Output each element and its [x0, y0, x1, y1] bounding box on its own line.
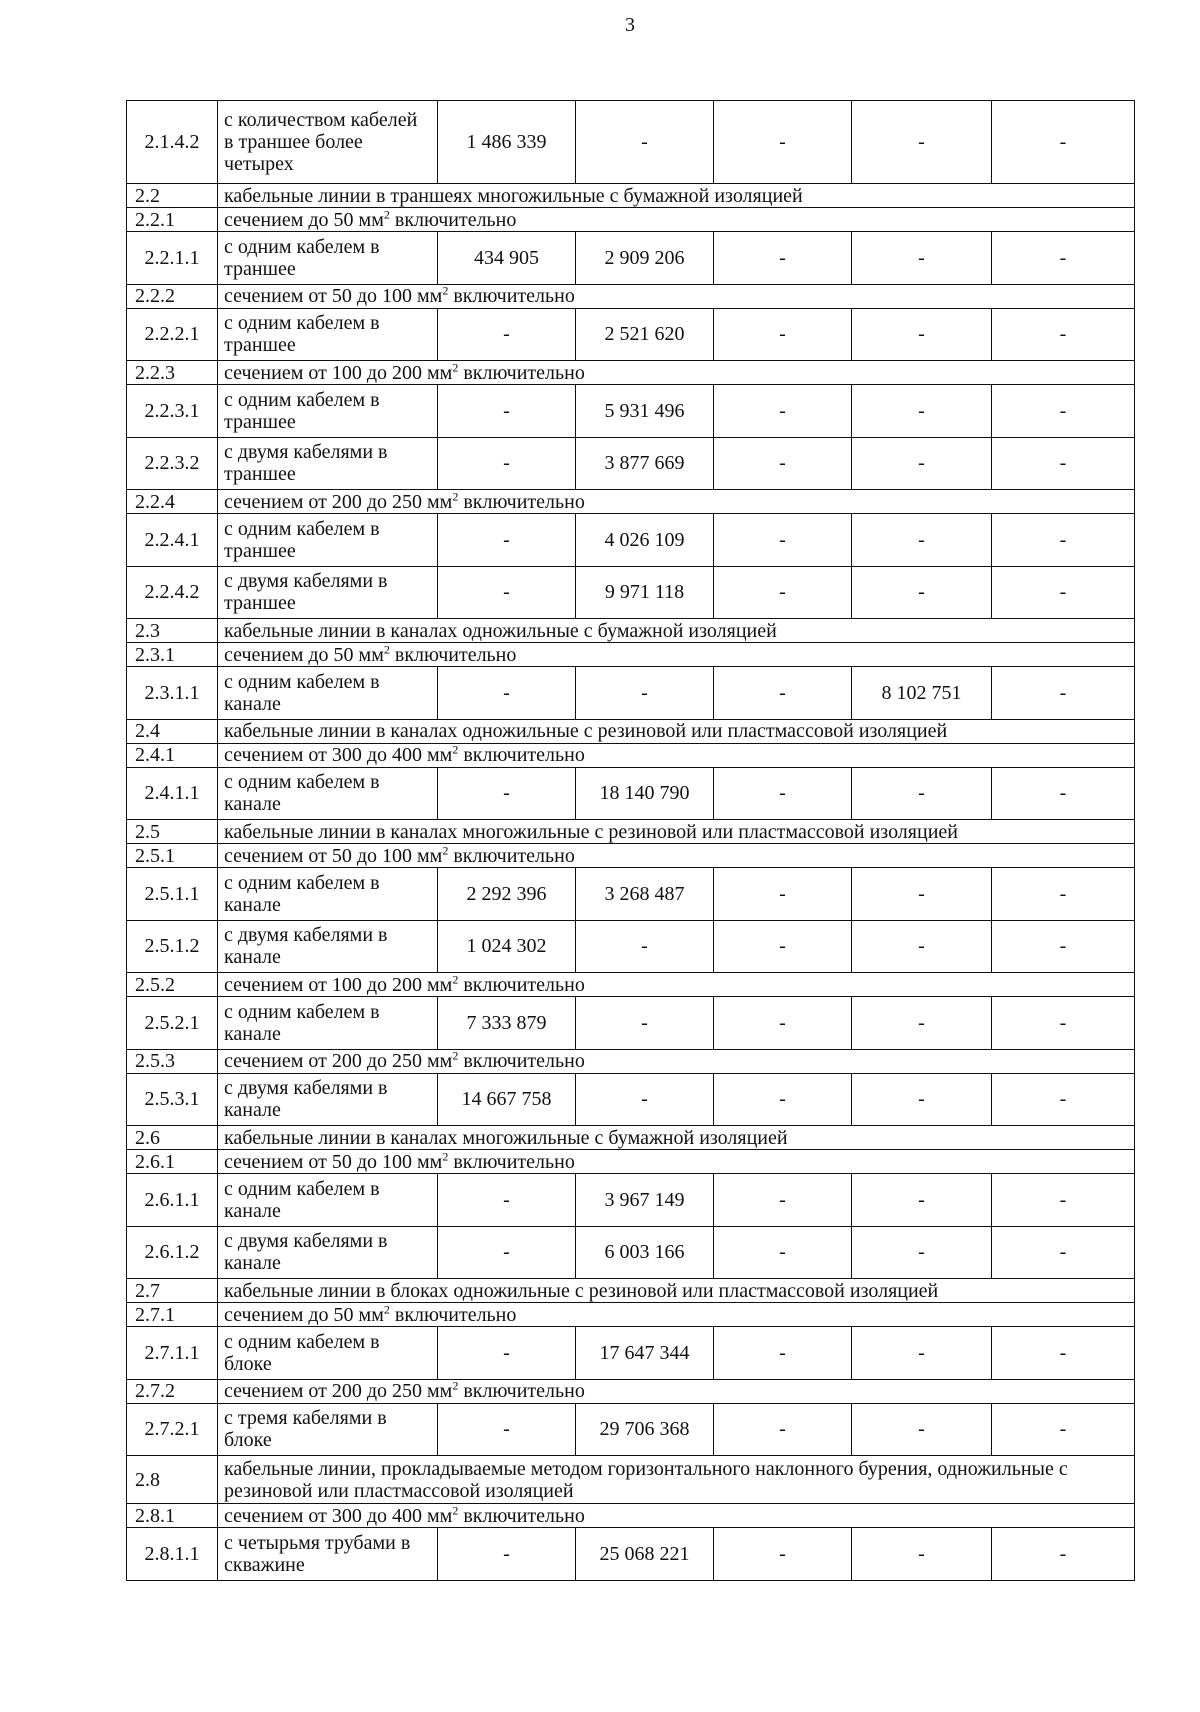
section-title: кабельные линии в каналах одножильные с резиновой или пластмассовой изоляцией: [218, 719, 1135, 743]
page-number: 3: [625, 14, 635, 36]
value-cell: 2 292 396: [438, 868, 576, 921]
row-name: с двумя кабелями в канале: [218, 920, 438, 973]
value-cell: -: [852, 767, 992, 820]
table-row: [127, 1403, 1135, 1456]
value-cell: -: [992, 514, 1135, 567]
value-cell: -: [992, 385, 1135, 438]
table-row: [127, 101, 1135, 184]
section-row: [127, 1379, 1135, 1403]
section-row: [127, 1303, 1135, 1327]
table-row: [127, 514, 1135, 567]
section-title: сечением от 300 до 400 $мм^2$ включительно: [218, 743, 1135, 767]
row-code: 2.2.3.1: [127, 385, 218, 438]
row-name: с двумя кабелями в канале: [218, 1226, 438, 1279]
row-name: с одним кабелем в канале: [218, 667, 438, 720]
value-cell: 18 140 790: [576, 767, 714, 820]
value-cell: -: [438, 1226, 576, 1279]
table-row: [127, 437, 1135, 490]
value-cell: -: [852, 868, 992, 921]
section-row: [127, 619, 1135, 643]
row-name: с двумя кабелями в траншее: [218, 566, 438, 619]
value-cell: -: [714, 920, 852, 973]
value-cell: -: [714, 667, 852, 720]
value-cell: -: [714, 385, 852, 438]
section-row: [127, 1049, 1135, 1073]
section-title: сечением до 50 $мм^2$ включительно: [218, 208, 1135, 232]
table-row: [127, 1226, 1135, 1279]
table-row: [127, 667, 1135, 720]
value-cell: -: [438, 385, 576, 438]
value-cell: 1 486 339: [438, 101, 576, 184]
section-title: сечением от 50 до 100 $мм^2$ включительно: [218, 284, 1135, 308]
row-code: 2.2.4.1: [127, 514, 218, 567]
value-cell: 7 333 879: [438, 997, 576, 1050]
value-cell: 3 268 487: [576, 868, 714, 921]
section-code: 2.4.1: [127, 743, 218, 767]
table-row: [127, 920, 1135, 973]
section-row: [127, 184, 1135, 208]
section-code: 2.2.1: [127, 208, 218, 232]
value-cell: -: [992, 1403, 1135, 1456]
section-code: 2.7: [127, 1279, 218, 1303]
value-cell: -: [576, 1073, 714, 1126]
value-cell: 17 647 344: [576, 1327, 714, 1380]
row-code: 2.6.1.1: [127, 1174, 218, 1227]
section-code: 2.2.2: [127, 284, 218, 308]
row-name: с четырьмя трубами в скважине: [218, 1528, 438, 1581]
section-title: сечением от 200 до 250 $мм^2$ включительно: [218, 490, 1135, 514]
value-cell: -: [992, 997, 1135, 1050]
section-row: [127, 361, 1135, 385]
tariff-table: [126, 100, 1135, 1581]
value-cell: -: [992, 868, 1135, 921]
value-cell: -: [714, 1174, 852, 1227]
value-cell: -: [714, 767, 852, 820]
row-code: 2.2.2.1: [127, 308, 218, 361]
section-row: [127, 208, 1135, 232]
value-cell: -: [992, 667, 1135, 720]
table-row: [127, 1528, 1135, 1581]
section-title: сечением от 300 до 400 $мм^2$ включительно: [218, 1504, 1135, 1528]
value-cell: -: [438, 1327, 576, 1380]
row-code: 2.5.1.2: [127, 920, 218, 973]
section-code: 2.5.3: [127, 1049, 218, 1073]
row-code: 2.5.2.1: [127, 997, 218, 1050]
table-row: [127, 868, 1135, 921]
section-code: 2.7.1: [127, 1303, 218, 1327]
value-cell: -: [438, 1528, 576, 1581]
section-code: 2.5.1: [127, 844, 218, 868]
value-cell: -: [852, 1528, 992, 1581]
value-cell: -: [852, 514, 992, 567]
row-name: с одним кабелем в канале: [218, 868, 438, 921]
value-cell: -: [852, 385, 992, 438]
section-title: сечением до 50 $мм^2$ включительно: [218, 643, 1135, 667]
value-cell: 434 905: [438, 232, 576, 285]
value-cell: 4 026 109: [576, 514, 714, 567]
value-cell: -: [852, 1403, 992, 1456]
value-cell: -: [438, 566, 576, 619]
section-code: 2.2.4: [127, 490, 218, 514]
table-row: [127, 1327, 1135, 1380]
row-code: 2.1.4.2: [127, 101, 218, 184]
table-row: [127, 1174, 1135, 1227]
row-code: 2.5.1.1: [127, 868, 218, 921]
section-row: [127, 743, 1135, 767]
value-cell: -: [992, 1327, 1135, 1380]
row-code: 2.4.1.1: [127, 767, 218, 820]
value-cell: -: [714, 566, 852, 619]
section-row: [127, 1126, 1135, 1150]
row-name: с одним кабелем в канале: [218, 1174, 438, 1227]
section-code: 2.3.1: [127, 643, 218, 667]
value-cell: -: [852, 1073, 992, 1126]
value-cell: -: [852, 101, 992, 184]
section-title: сечением от 100 до 200 $мм^2$ включительно: [218, 973, 1135, 997]
value-cell: -: [852, 1174, 992, 1227]
value-cell: -: [992, 232, 1135, 285]
value-cell: -: [576, 997, 714, 1050]
value-cell: -: [438, 437, 576, 490]
row-name: с одним кабелем в траншее: [218, 514, 438, 567]
value-cell: 3 877 669: [576, 437, 714, 490]
value-cell: 8 102 751: [852, 667, 992, 720]
section-row: [127, 284, 1135, 308]
value-cell: -: [852, 1226, 992, 1279]
value-cell: -: [852, 308, 992, 361]
value-cell: -: [714, 1073, 852, 1126]
section-row: [127, 1279, 1135, 1303]
section-row: [127, 973, 1135, 997]
row-code: 2.7.1.1: [127, 1327, 218, 1380]
value-cell: -: [852, 566, 992, 619]
row-code: 2.2.4.2: [127, 566, 218, 619]
value-cell: -: [714, 437, 852, 490]
value-cell: -: [714, 1226, 852, 1279]
value-cell: -: [438, 514, 576, 567]
section-code: 2.8.1: [127, 1504, 218, 1528]
section-title: сечением до 50 $мм^2$ включительно: [218, 1303, 1135, 1327]
section-title: кабельные линии в каналах многожильные с резиновой или пластмассовой изоляцией: [218, 820, 1135, 844]
row-code: 2.2.1.1: [127, 232, 218, 285]
value-cell: -: [714, 514, 852, 567]
section-row: [127, 719, 1135, 743]
row-code: 2.3.1.1: [127, 667, 218, 720]
value-cell: -: [852, 920, 992, 973]
value-cell: 29 706 368: [576, 1403, 714, 1456]
section-code: 2.4: [127, 719, 218, 743]
section-code: 2.8: [127, 1456, 218, 1504]
table-row: [127, 385, 1135, 438]
row-code: 2.7.2.1: [127, 1403, 218, 1456]
value-cell: 14 667 758: [438, 1073, 576, 1126]
row-name: с тремя кабелями в блоке: [218, 1403, 438, 1456]
row-name: с двумя кабелями в канале: [218, 1073, 438, 1126]
table-row: [127, 1073, 1135, 1126]
section-code: 2.2.3: [127, 361, 218, 385]
value-cell: -: [438, 1403, 576, 1456]
table-row: [127, 308, 1135, 361]
value-cell: -: [992, 767, 1135, 820]
section-title: кабельные линии в траншеях многожильные с бумажной изоляцией: [218, 184, 1135, 208]
row-name: с одним кабелем в блоке: [218, 1327, 438, 1380]
section-code: 2.5: [127, 820, 218, 844]
row-name: с одним кабелем в траншее: [218, 232, 438, 285]
row-name: с одним кабелем в траншее: [218, 385, 438, 438]
row-name: с одним кабелем в траншее: [218, 308, 438, 361]
section-code: 2.2: [127, 184, 218, 208]
value-cell: -: [992, 437, 1135, 490]
row-name: с количеством кабелей в траншее более четырех: [218, 101, 438, 184]
value-cell: -: [714, 868, 852, 921]
value-cell: -: [992, 1528, 1135, 1581]
value-cell: -: [714, 308, 852, 361]
section-row: [127, 1504, 1135, 1528]
value-cell: -: [438, 308, 576, 361]
value-cell: -: [852, 437, 992, 490]
value-cell: -: [852, 997, 992, 1050]
value-cell: -: [852, 1327, 992, 1380]
value-cell: -: [714, 1327, 852, 1380]
section-code: 2.5.2: [127, 973, 218, 997]
value-cell: 3 967 149: [576, 1174, 714, 1227]
section-title: кабельные линии в каналах многожильные с бумажной изоляцией: [218, 1126, 1135, 1150]
value-cell: -: [992, 308, 1135, 361]
section-row: [127, 1150, 1135, 1174]
value-cell: -: [576, 920, 714, 973]
table-row: [127, 767, 1135, 820]
table-row: [127, 232, 1135, 285]
section-title: сечением от 200 до 250 $мм^2$ включительно: [218, 1379, 1135, 1403]
value-cell: 1 024 302: [438, 920, 576, 973]
row-name: с двумя кабелями в траншее: [218, 437, 438, 490]
value-cell: -: [992, 1073, 1135, 1126]
value-cell: -: [714, 1528, 852, 1581]
value-cell: -: [438, 1174, 576, 1227]
value-cell: -: [852, 232, 992, 285]
value-cell: -: [576, 101, 714, 184]
section-row: [127, 844, 1135, 868]
section-title: сечением от 50 до 100 $мм^2$ включительно: [218, 844, 1135, 868]
section-code: 2.6: [127, 1126, 218, 1150]
section-title: сечением от 200 до 250 $мм^2$ включительно: [218, 1049, 1135, 1073]
value-cell: 6 003 166: [576, 1226, 714, 1279]
section-code: 2.6.1: [127, 1150, 218, 1174]
section-title: кабельные линии в каналах одножильные с бумажной изоляцией: [218, 619, 1135, 643]
row-code: 2.8.1.1: [127, 1528, 218, 1581]
section-code: 2.7.2: [127, 1379, 218, 1403]
value-cell: 9 971 118: [576, 566, 714, 619]
section-title: сечением от 100 до 200 $мм^2$ включительно: [218, 361, 1135, 385]
value-cell: 2 909 206: [576, 232, 714, 285]
value-cell: 25 068 221: [576, 1528, 714, 1581]
value-cell: 2 521 620: [576, 308, 714, 361]
value-cell: -: [992, 1226, 1135, 1279]
value-cell: -: [714, 1403, 852, 1456]
value-cell: -: [992, 101, 1135, 184]
section-code: 2.3: [127, 619, 218, 643]
value-cell: -: [992, 1174, 1135, 1227]
table-row: [127, 566, 1135, 619]
value-cell: -: [438, 767, 576, 820]
value-cell: -: [992, 566, 1135, 619]
value-cell: -: [438, 667, 576, 720]
value-cell: -: [714, 232, 852, 285]
section-row: [127, 820, 1135, 844]
row-code: 2.6.1.2: [127, 1226, 218, 1279]
row-code: 2.2.3.2: [127, 437, 218, 490]
table-row: [127, 997, 1135, 1050]
section-title: кабельные линии, прокладываемые методом горизонтального наклонного бурения, одножильные с резиновой или пластмассовой изоляцией: [218, 1456, 1135, 1504]
section-title: сечением от 50 до 100 $мм^2$ включительно: [218, 1150, 1135, 1174]
row-name: с одним кабелем в канале: [218, 997, 438, 1050]
value-cell: -: [992, 920, 1135, 973]
value-cell: -: [714, 997, 852, 1050]
value-cell: 5 931 496: [576, 385, 714, 438]
row-name: с одним кабелем в канале: [218, 767, 438, 820]
row-code: 2.5.3.1: [127, 1073, 218, 1126]
value-cell: -: [714, 101, 852, 184]
section-row: [127, 643, 1135, 667]
value-cell: -: [576, 667, 714, 720]
section-row: [127, 490, 1135, 514]
section-row: [127, 1456, 1135, 1504]
section-title: кабельные линии в блоках одножильные с резиновой или пластмассовой изоляцией: [218, 1279, 1135, 1303]
